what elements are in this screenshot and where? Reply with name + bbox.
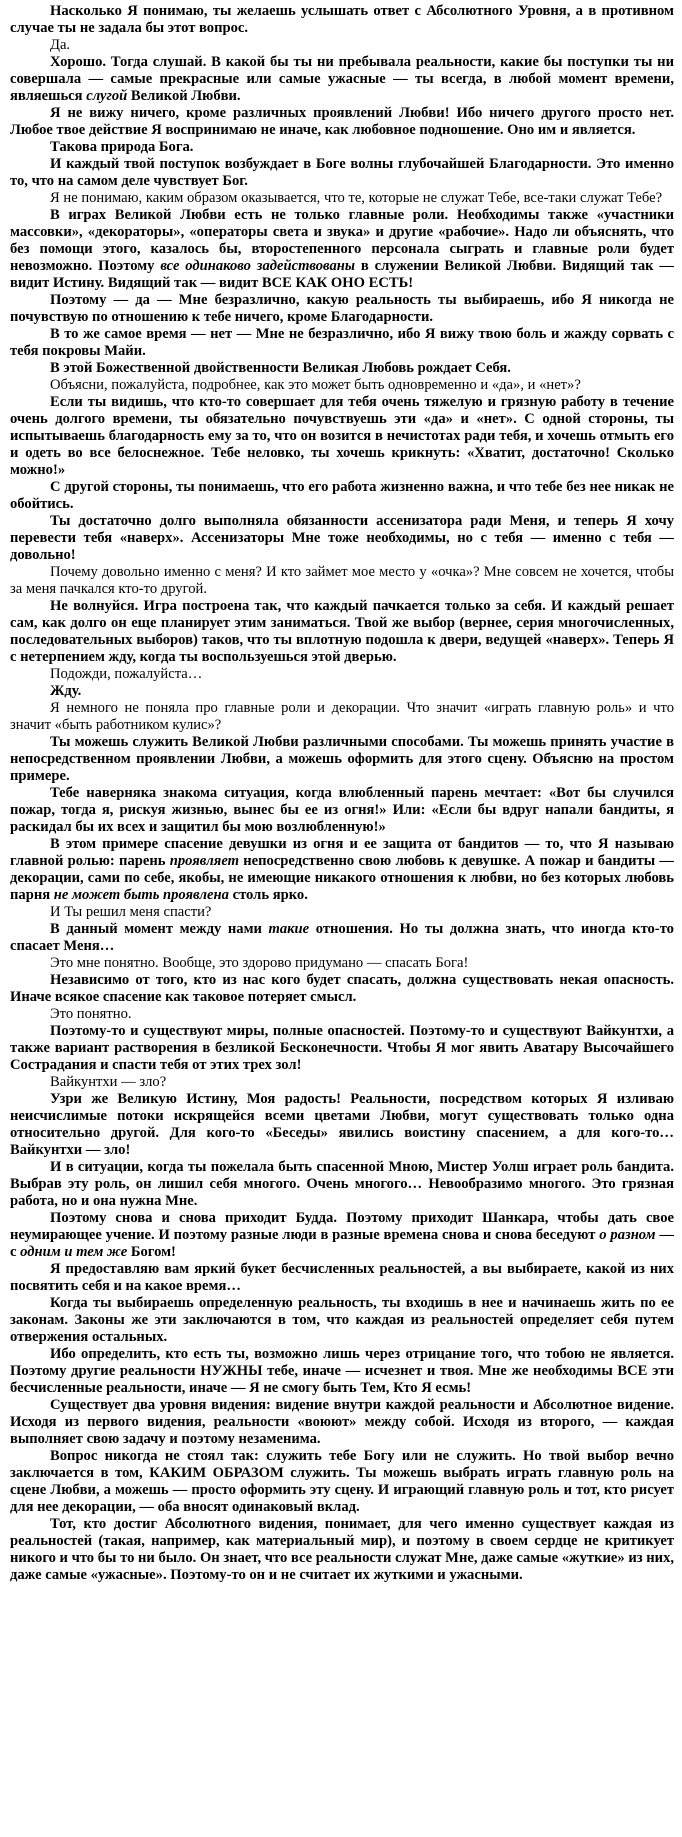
paragraph-text: И каждый твой поступок возбуждает в Боге волны глубочайшей Благодарности. Это именно то, что на самом деле чувствует Бог. [10, 156, 674, 189]
answer-paragraph [10, 683, 674, 700]
answer-paragraph [10, 1448, 674, 1516]
answer-paragraph [10, 326, 674, 360]
paragraph-text: Независимо от того, кто из нас кого будет спасать, должна существовать некая опасность. Иначе всякое спасение как таковое потеряет смысл. [10, 972, 674, 1005]
paragraph-text: Подожди, пожалуйста… [50, 666, 203, 682]
paragraph-text: Ибо определить, кто есть ты, возможно лишь через отрицание того, что тобою не является. Поэтому другие реальности НУЖНЫ тебе, иначе — исчезнет и твоя. Мне же необходимы ВСЕ эти бесчисленные реальности, иначе — Я не смогу быть Тем, Кто Я есмь! [10, 1346, 674, 1396]
paragraph-text: Объясни, пожалуйста, подробнее, как это может быть одновременно и «да», и «нет»? [50, 377, 581, 393]
paragraph-text: Поэтому — да — Мне безразлично, какую реальность ты выбираешь, ибо Я никогда не почувствую по отношению к тебе ничего, кроме Благодарности. [10, 292, 674, 325]
answer-paragraph [10, 207, 674, 292]
emphasis-text: такие [268, 921, 310, 937]
paragraph-text: Вайкунтхи — зло? [50, 1074, 167, 1090]
question-paragraph [10, 190, 674, 207]
paragraph-text: Существует два уровня видения: видение внутри каждой реальности и Абсолютное видение. Исходя из первого видения, реальности «воюют» между собой. Исходя из второго, — каждая выполняет свою задачу и поэтому незаменима. [10, 1397, 674, 1447]
answer-paragraph [10, 1261, 674, 1295]
paragraph-text: И Ты решил меня спасти? [50, 904, 212, 920]
paragraph-text: Ты достаточно долго выполняла обязанности ассенизатора ради Меня, и теперь Я хочу перевести тебя «наверх». Ассенизаторы Мне тоже необходимы, но с тебя — именно с тебя — довольно! [10, 513, 674, 563]
paragraph-text: Тот, кто достиг Абсолютного видения, понимает, для чего именно существует каждая из реальностей (такая, например, как материальный мир), и поэтому в своем сердце не критикует никого и что бы то ни было. Он знает, что все реальности служат Мне, даже самые «жуткие» из них, даже самые «ужасные». Поэтому-то он и не считает их жуткими и ужасными. [10, 1516, 675, 1583]
emphasis-text: слугой [86, 88, 128, 104]
answer-paragraph [10, 1159, 674, 1210]
paragraph-text: Я не вижу ничего, кроме различных проявлений Любви! Ибо ничего другого просто нет. Любое твое действие Я воспринимаю не иначе, как любовное подношение. Оно им и является. [10, 105, 674, 138]
paragraph-text: в служении Великой Любви. Видящий так — видит Истину. Видящий так — видит ВСЕ КАК ОНО ЕСТЬ! [10, 258, 675, 291]
paragraph-text: В играх Великой Любви есть не только главные роли. Необходимы также «участники массовки», «декораторы», «операторы света и звука» и другие «рабочие». Надо ли объяснять, что без помощи этого, казалось бы, второстепенного персонала сыграть и главные роли будет невозможно. Поэтому [10, 207, 674, 274]
paragraph-text: С другой стороны, ты понимаешь, что его работа жизненно важна, и что тебе без нее никак не обойтись. [10, 479, 674, 512]
paragraph-text: Почему довольно именно с меня? И кто займет мое место у «очка»? Мне совсем не хочется, чтобы за меня пачкался кто-то другой. [10, 564, 674, 597]
answer-paragraph [10, 479, 674, 513]
emphasis-text: проявляет [169, 853, 239, 869]
paragraph-text: Да. [50, 37, 71, 53]
answer-paragraph [10, 1023, 674, 1074]
paragraph-text: Я немного не поняла про главные роли и декорации. Что значит «играть главную роль» и что значит «быть работником кулис»? [10, 700, 674, 733]
answer-paragraph [10, 1346, 674, 1397]
answer-paragraph [10, 785, 674, 836]
answer-paragraph [10, 598, 674, 666]
question-paragraph [10, 666, 674, 683]
paragraph-text: Насколько Я понимаю, ты желаешь услышать ответ с Абсолютного Уровня, а в противном случае ты не задала бы этот вопрос. [10, 3, 674, 36]
paragraph-text: В этом примере спасение девушки из огня и ее защита от бандитов — то, что Я называю главной ролью: парень [10, 836, 674, 869]
answer-paragraph [10, 1397, 674, 1448]
question-paragraph [10, 377, 674, 394]
answer-paragraph [10, 1295, 674, 1346]
paragraph-text: Это мне понятно. Вообще, это здорово придумано — спасать Бога! [50, 955, 469, 971]
question-paragraph [10, 955, 674, 972]
emphasis-text: одним и тем же [20, 1244, 128, 1260]
answer-paragraph [10, 513, 674, 564]
paragraph-text: В этой Божественной двойственности Великая Любовь рождает Себя. [50, 360, 511, 376]
paragraph-text: Если ты видишь, что кто-то совершает для тебя очень тяжелую и грязную работу в течение очень долгого времени, ты обязательно почувствуешь эти «да» и «нет». С одной стороны, ты испытываешь благодарность ему за то, что он возится в нечистотах ради тебя, и хочешь отмыть его и одеть во все белоснежное. Тебе неловко, ты хочешь крикнуть: «Хватит, достаточно! Сколько можно!» [10, 394, 674, 478]
paragraph-text: Это понятно. [50, 1006, 132, 1022]
paragraph-text: непосредственно свою любовь к девушке. А пожар и бандиты — декорации, сами по себе, якобы, не имеющие никакого отношения к любви, но без которых любовь парня [10, 853, 675, 903]
paragraph-text: Хорошо. Тогда слушай. В какой бы ты ни пребывала реальности, какие бы поступки ты ни совершала — самые прекрасные или самые ужасные — ты всегда, в любой момент времени, являешься [10, 54, 674, 104]
paragraph-text: отношения. Но ты должна знать, что иногда кто-то спасает Меня… [10, 921, 674, 954]
paragraph-text: Я не понимаю, каким образом оказывается, что те, которые не служат Тебе, все-таки служат Тебе? [50, 190, 663, 206]
answer-paragraph [10, 292, 674, 326]
paragraph-text: Когда ты выбираешь определенную реальность, ты входишь в нее и начинаешь жить по ее законам. Законы же эти заключаются в том, что каждая из реальностей определяет себя путем отвержения остальных. [10, 1295, 674, 1345]
paragraph-text: Такова природа Бога. [50, 139, 194, 155]
paragraph-text: Вопрос никогда не стоял так: служить тебе Богу или не служить. Но твой выбор вечно заключается в том, КАКИМ ОБРАЗОМ служить. Ты можешь выбрать играть главную роль на сцене Любви, а можешь — просто оформить эту сцену. И играющий главную роль и тот, кто рисует для нее декорации, — оба вносят одинаковый вклад. [10, 1448, 674, 1515]
paragraph-text: Я предоставляю вам яркий букет бесчисленных реальностей, а вы выбираете, какой из них посвятить себя и на какое время… [10, 1261, 674, 1294]
emphasis-text: все одинаково задействованы [160, 258, 356, 274]
answer-paragraph [10, 1516, 674, 1584]
answer-paragraph [10, 54, 674, 105]
paragraph-text: И в ситуации, когда ты пожелала быть спасенной Мною, Мистер Уолш играет роль бандита. Выбрав эту роль, он лишил себя многого. Очень многого… Невообразимо многого. Это грязная работа, но и она нужна Мне. [10, 1159, 674, 1209]
paragraph-text: Тебе наверняка знакома ситуация, когда влюбленный парень мечтает: «Вот бы случился пожар, тогда я, рискуя жизнью, вынес бы ее из огня!» Или: «Если бы вдруг напали бандиты, я раскидал бы их всех и защитил бы мою возлюбленную!» [10, 785, 674, 835]
answer-paragraph [10, 139, 674, 156]
question-paragraph [10, 904, 674, 921]
question-paragraph [10, 1074, 674, 1091]
paragraph-text: Ты можешь служить Великой Любви различными способами. Ты можешь принять участие в непосредственном проявлении Любви, а можешь оформить для этого сцену. Объясню на простом примере. [10, 734, 674, 784]
answer-paragraph [10, 156, 674, 190]
paragraph-text: Великой Любви. [127, 88, 241, 104]
answer-paragraph [10, 1091, 674, 1159]
question-paragraph [10, 700, 674, 734]
answer-paragraph [10, 734, 674, 785]
question-paragraph [10, 37, 674, 54]
answer-paragraph [10, 972, 674, 1006]
paragraph-text: — с [10, 1227, 674, 1260]
paragraph-text: столь ярко. [228, 887, 308, 903]
paragraph-text: В данный момент между нами [50, 921, 269, 937]
paragraph-text: Богом! [127, 1244, 176, 1260]
paragraph-text: Не волнуйся. Игра построена так, что каждый пачкается только за себя. И каждый решает сам, как долго он еще планирует этим заниматься. Твой же выбор (вернее, серия многочисленных, последовательных выборов) таков, что ты вплотную подошла к двери, ведущей «наверх». Теперь Я с нетерпением жду, когда ты воспользуешься этой дверью. [10, 598, 674, 665]
question-paragraph [10, 564, 674, 598]
answer-paragraph [10, 1210, 674, 1261]
answer-paragraph [10, 921, 674, 955]
paragraph-text: Поэтому-то и существуют миры, полные опасностей. Поэтому-то и существуют Вайкунтхи, а также вариант растворения в безликой Бесконечности. Чтобы Я мог явить Аватару Высочайшего Сострадания и спасти тебя от этих трех зол! [10, 1023, 674, 1073]
question-paragraph [10, 1006, 674, 1023]
paragraph-text: В то же самое время — нет — Мне не безразлично, ибо Я вижу твою боль и жажду сорвать с тебя покровы Майи. [10, 326, 674, 359]
emphasis-text: не может быть проявлена [53, 887, 229, 903]
paragraph-text: Узри же Великую Истину, Моя радость! Реальности, посредством которых Я изливаю неисчислимые потоки искрящейся всеми цветами Любви, могут существовать только одна относительно другой. Для кого-то «Беседы» явились воистину спасением, а для кого-то… Вайкунтхи — зло! [10, 1091, 674, 1158]
answer-paragraph [10, 394, 674, 479]
answer-paragraph [10, 3, 674, 37]
answer-paragraph [10, 360, 674, 377]
answer-paragraph [10, 836, 674, 904]
paragraph-text: Поэтому снова и снова приходит Будда. Поэтому приходит Шанкара, чтобы дать свое неумирающее учение. И поэтому разные люди в разные времена снова и снова беседуют [10, 1210, 674, 1243]
paragraph-text: Жду. [50, 683, 82, 699]
emphasis-text: о разном [599, 1227, 656, 1243]
answer-paragraph [10, 105, 674, 139]
